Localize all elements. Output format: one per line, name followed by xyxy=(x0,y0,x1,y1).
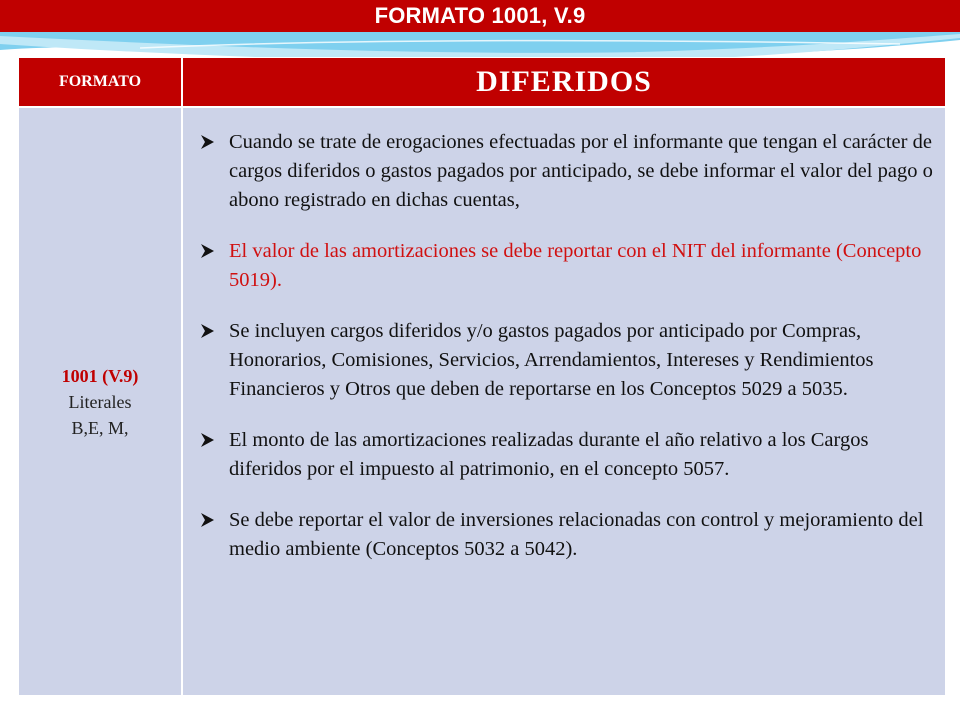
list-item xyxy=(195,237,935,295)
list-item xyxy=(195,128,935,215)
arrow-bullet-icon xyxy=(199,134,215,150)
header-formato-label: FORMATO xyxy=(58,73,142,90)
bullet-text: Se incluyen cargos diferidos y/o gastos pagados por anticipado por Compras, Honorarios, Comisiones, Servicios, Arrendamientos, Intereses y Rendimientos Financieros y Otros que deben de reportarse en los Conceptos 5029 a 5035. xyxy=(229,320,874,400)
bullet-list xyxy=(195,128,935,586)
list-item xyxy=(195,506,935,564)
list-item xyxy=(195,426,935,484)
literales-values: B,E, M, xyxy=(71,417,129,438)
bullet-text: El monto de las amortizaciones realizadas durante el año relativo a los Cargos diferidos por el impuesto al patrimonio, en el concepto 5057. xyxy=(229,429,869,480)
literales-label: Literales xyxy=(68,391,132,412)
bullet-text: El valor de las amortizaciones se debe reportar con el NIT del informante (Concepto 5019). xyxy=(229,240,922,291)
header-formato xyxy=(19,58,183,106)
format-code: 1001 (V.9) xyxy=(61,365,139,386)
header-diferidos-label: DIFERIDOS xyxy=(476,65,652,98)
arrow-bullet-icon xyxy=(199,432,215,448)
list-item xyxy=(195,317,935,404)
bullet-text: Cuando se trate de erogaciones efectuadas por el informante que tengan el carácter de cargos diferidos o gastos pagados por anticipado, se debe informar el valor del pago o abono registrado en dichas cuentas, xyxy=(229,131,933,211)
diferidos-table xyxy=(18,57,946,696)
slide-title-banner xyxy=(0,0,960,32)
bullet-text: Se debe reportar el valor de inversiones relacionadas con control y mejoramiento del medio ambiente (Conceptos 5032 a 5042). xyxy=(229,509,924,560)
arrow-bullet-icon xyxy=(199,243,215,259)
header-diferidos xyxy=(183,58,945,106)
description-cell xyxy=(183,108,945,695)
arrow-bullet-icon xyxy=(199,323,215,339)
format-code-cell xyxy=(19,108,183,695)
arrow-bullet-icon xyxy=(199,512,215,528)
slide-title: FORMATO 1001, V.9 xyxy=(374,3,586,28)
